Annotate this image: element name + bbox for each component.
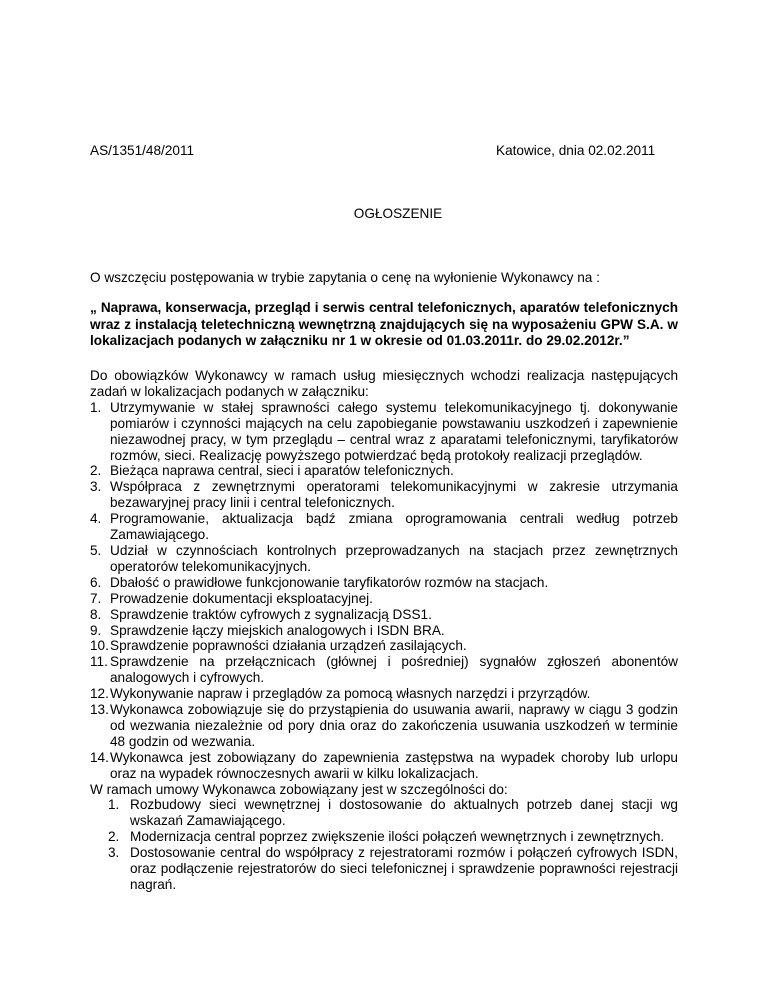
task-number: 9. (90, 622, 102, 638)
task-item (90, 575, 678, 591)
task-number: 5. (90, 542, 102, 558)
contract-item (108, 797, 678, 829)
place-date: Katowice, dnia 02.02.2011 (496, 143, 656, 158)
document-title: OGŁOSZENIE (353, 206, 443, 221)
contract-text: Dostosowanie central do współpracy z rejestratorami rozmów i połączeń cyfrowych ISDN, oraz podłączenie rejestratorów do sieci telefonicznej i sprawdzenie poprawności rejestracji nagrań. (130, 845, 678, 892)
task-text: Dbałość o prawidłowe funkcjonowanie taryfikatorów rozmów na stacjach. (110, 574, 549, 590)
task-text: Sprawdzenie łączy miejskich analogowych i ISDN BRA. (110, 622, 445, 638)
task-text: Programowanie, aktualizacja bądź zmiana oprogramowania centrali według potrzeb Zamawiającego. (110, 511, 678, 543)
task-text: Sprawdzenie na przełącznicach (głównej i pośredniej) sygnałów zgłoszeń abonentów analogowych i cyfrowych. (110, 654, 678, 686)
reference-number: AS/1351/48/2011 (90, 143, 195, 158)
task-item (90, 750, 678, 782)
task-item (90, 543, 678, 575)
task-item (90, 702, 678, 750)
task-number: 10. (90, 638, 109, 654)
task-text: Wykonawca zobowiązuje się do przystąpienia do usuwania awarii, naprawy w ciągu 3 godzin od wezwania niezależnie od pory dnia oraz do zakończenia usuwania uszkodzeń w terminie 48 godzin od wezwania. (110, 702, 678, 749)
task-number: 3. (90, 479, 102, 495)
task-number: 8. (90, 606, 102, 622)
task-number: 4. (90, 511, 102, 527)
task-number: 1. (90, 399, 102, 415)
task-item (90, 638, 678, 654)
subject-text: „ Naprawa, konserwacja, przegląd i serwis central telefonicznych, aparatów telefonicznych wraz z instalacją teletechniczną wewnętrzną znajdujących się na wyposażeniu GPW S.A. w lokalizacjach podanych w załączniku nr 1 w okresie od 01.03.2011r. do 29.02.2012r.” (90, 300, 678, 349)
task-number: 12. (90, 686, 109, 702)
contract-list (90, 797, 678, 892)
task-number: 7. (90, 590, 102, 606)
tasks-intro: Do obowiązków Wykonawcy w ramach usług miesięcznych wchodzi realizacja następujących zadań w lokalizacjach podanych w załączniku: (90, 368, 678, 399)
task-text: Prowadzenie dokumentacji eksploatacyjnej. (110, 590, 373, 606)
contract-item (108, 829, 678, 845)
contract-item (108, 845, 678, 893)
task-text: Wykonywanie napraw i przeglądów za pomocą własnych narzędzi i przyrządów. (110, 686, 591, 702)
contract-text: Rozbudowy sieci wewnętrznej i dostosowanie do aktualnych potrzeb danej stacji wg wskazań Zamawiającego. (130, 797, 678, 829)
intro-text: O wszczęciu postępowania w trybie zapytania o cenę na wyłonienie Wykonawcy na : (90, 270, 600, 285)
contract-number: 3. (108, 845, 120, 861)
task-text: Współpraca z zewnętrznymi operatorami telekomunikacyjnymi w zakresie utrzymania bezawaryjnej pracy linii i central telefonicznych. (110, 479, 678, 511)
contract-number: 2. (108, 829, 120, 845)
task-text: Sprawdzenie poprawności działania urządzeń zasilających. (110, 638, 467, 654)
task-item (90, 686, 678, 702)
task-item (90, 511, 678, 543)
task-text: Wykonawca jest zobowiązany do zapewnienia zastępstwa na wypadek choroby lub urlopu oraz na wypadek równoczesnych awarii w kilku lokalizacjach. (110, 749, 678, 781)
task-item (90, 607, 678, 623)
task-item (90, 623, 678, 639)
task-text: Sprawdzenie traktów cyfrowych z sygnalizacją DSS1. (110, 606, 432, 622)
task-item (90, 591, 678, 607)
document-body (90, 368, 678, 893)
tasks-list (90, 400, 678, 782)
task-number: 2. (90, 463, 102, 479)
task-text: Udział w czynnościach kontrolnych przeprowadzanych na stacjach przez zewnętrznych operatorów telekomunikacyjnych. (110, 542, 678, 574)
task-text: Bieżąca naprawa central, sieci i aparatów telefonicznych. (110, 463, 454, 479)
task-number: 6. (90, 574, 102, 590)
task-item (90, 479, 678, 511)
contract-intro: W ramach umowy Wykonawca zobowiązany jest w szczególności do: (90, 781, 508, 797)
task-number: 14. (90, 749, 109, 765)
task-item (90, 400, 678, 464)
task-number: 11. (90, 654, 108, 670)
task-item (90, 463, 678, 479)
task-number: 13. (90, 702, 109, 718)
task-item (90, 654, 678, 686)
task-text: Utrzymywanie w stałej sprawności całego systemu telekomunikacyjnego tj. dokonywanie pomiarów i czynności mających na celu zapobieganie powstawaniu uszkodzeń i zapewnienie niezawodnej pracy, w tym przeglądu – central wraz z aparatami telefonicznymi, taryfikatorów rozmów, sieci. Realizację powyższego potwierdzać będą protokoły realizacji przeglądów. (110, 399, 678, 463)
contract-number: 1. (108, 797, 120, 813)
contract-text: Modernizacja central poprzez zwiększenie ilości połączeń wewnętrznych i zewnętrznych. (130, 829, 665, 845)
